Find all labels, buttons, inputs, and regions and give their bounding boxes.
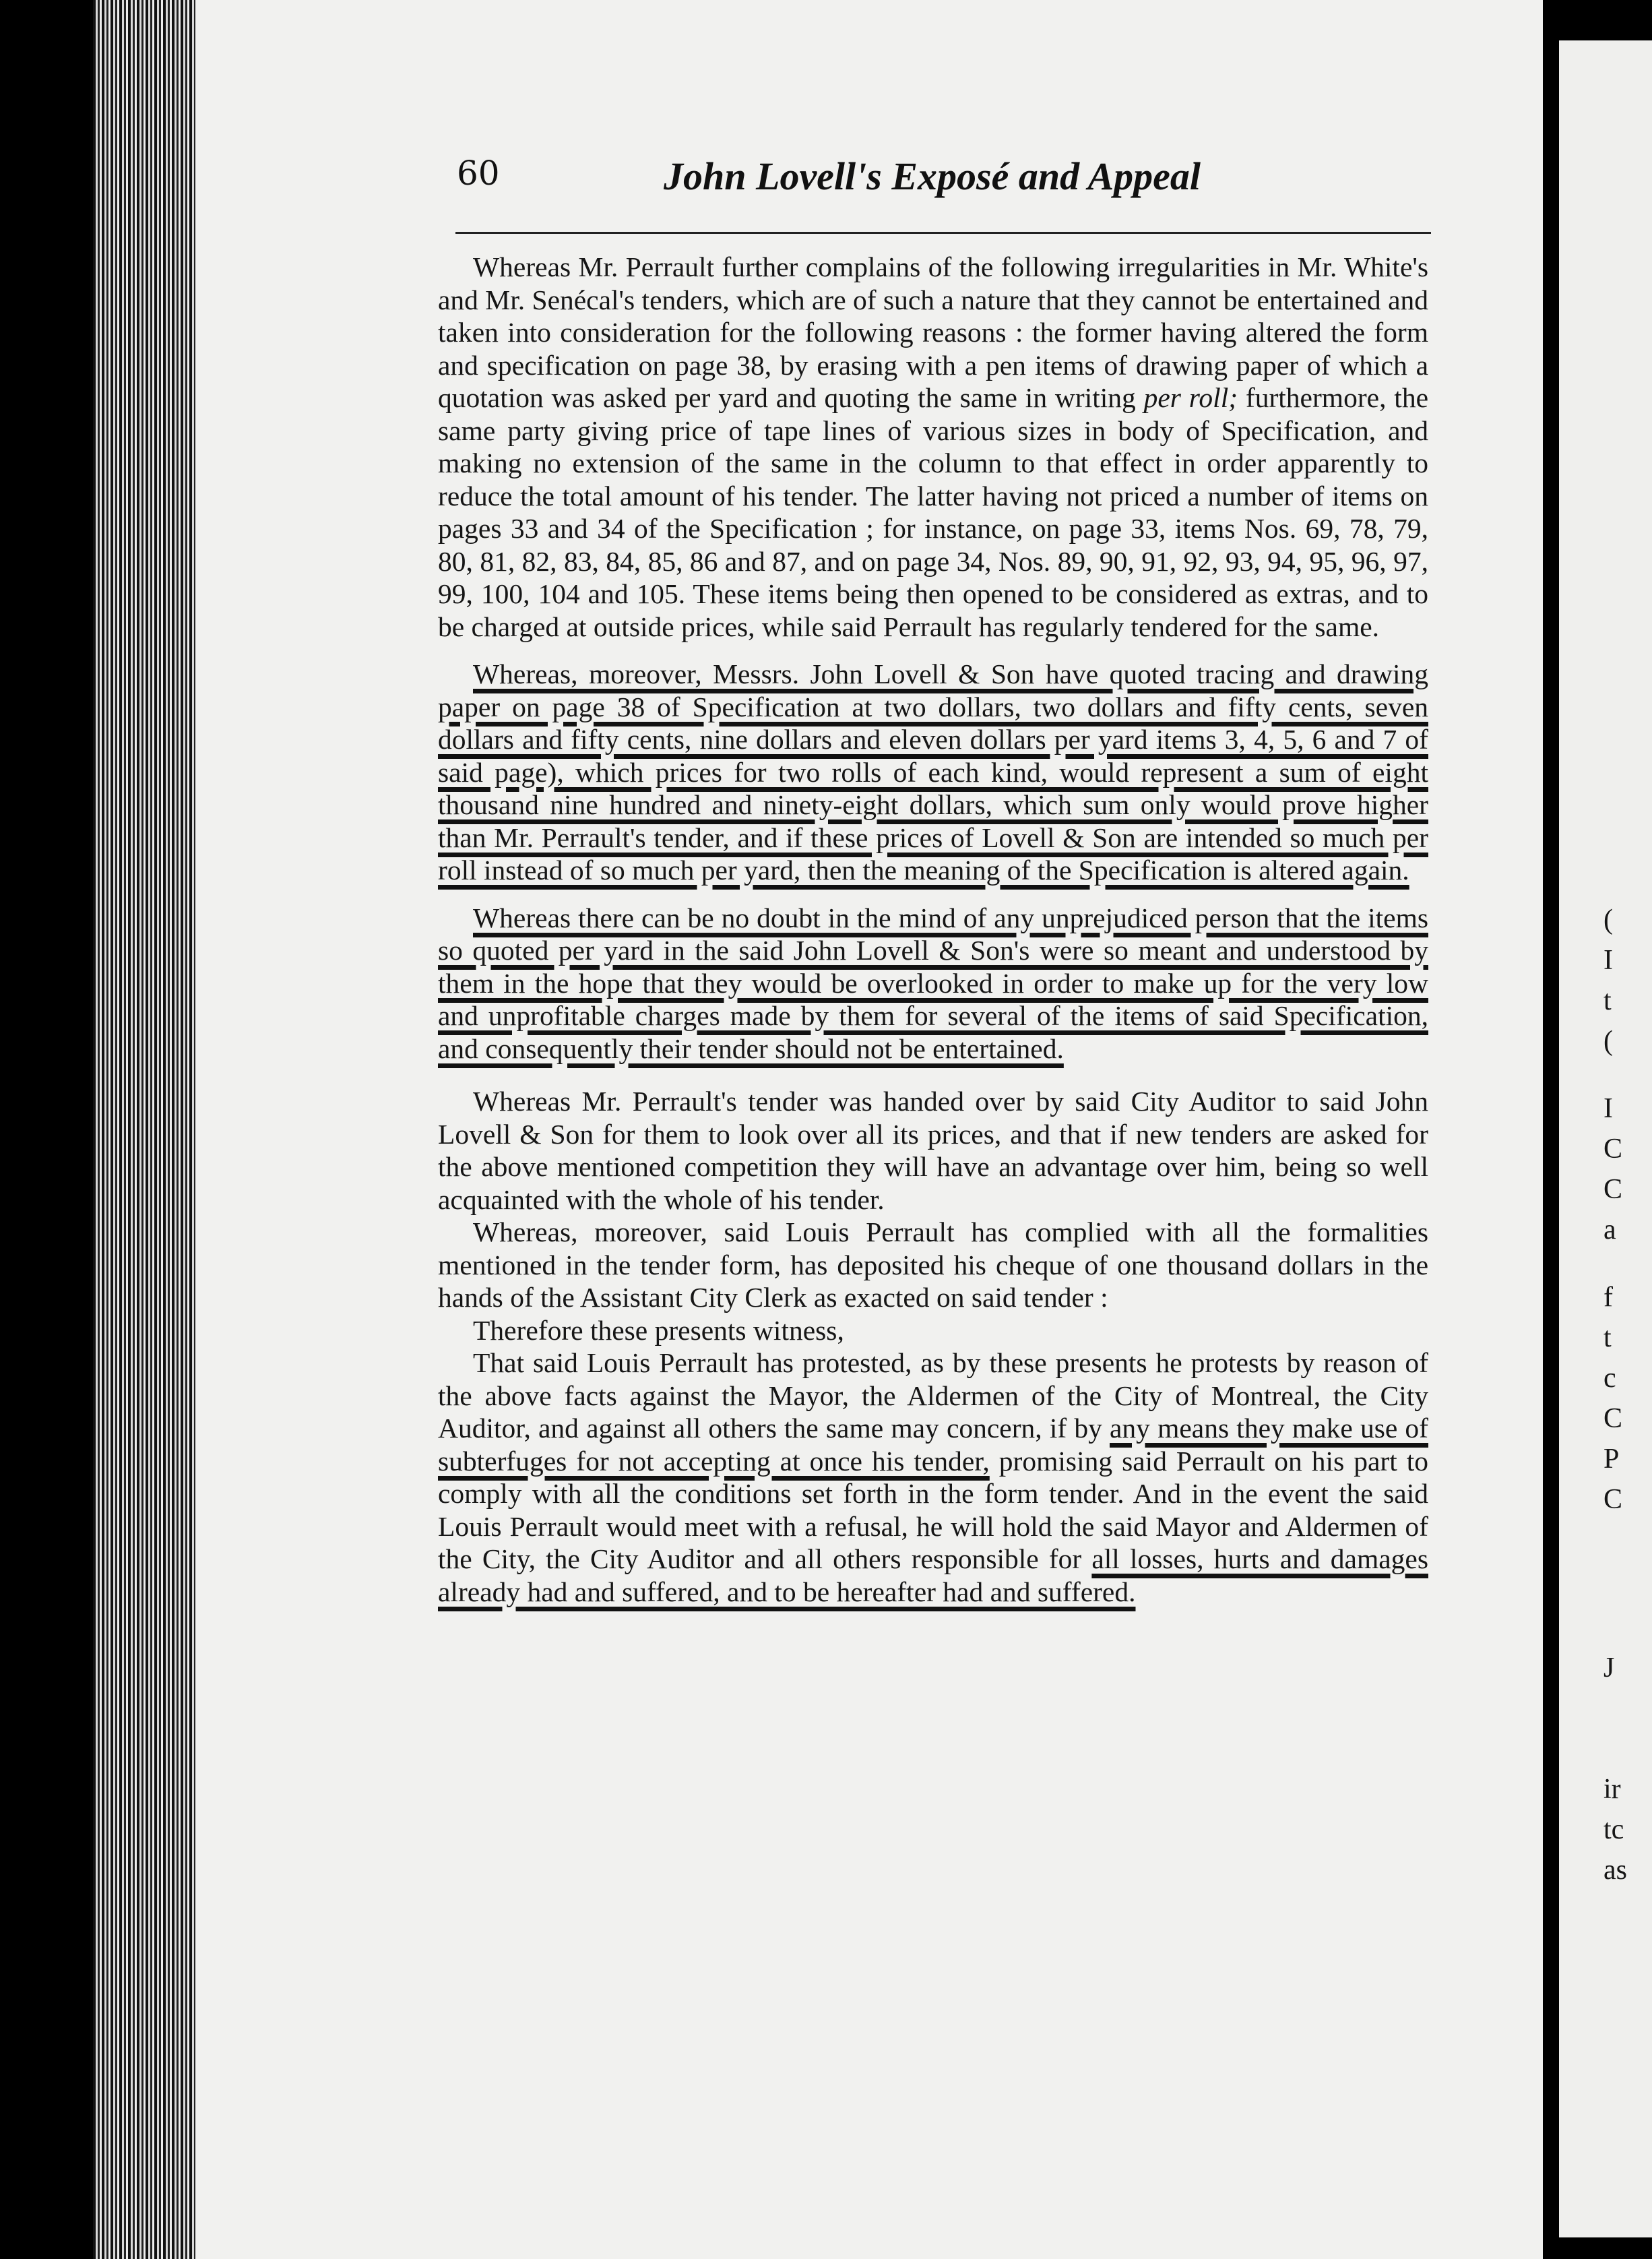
paragraph-7-text-b: promising said Perrault on his part to comply with all the conditions set forth in the form tender. And in the event the said Louis Perrault would meet with a refusal, he will hold the said Mayor and Aldermen of the City, the City Auditor and all others responsible for xyxy=(438,1445,1429,1574)
running-head xyxy=(0,154,1652,214)
paragraph-6: Therefore these presents witness, xyxy=(473,1314,844,1346)
paragraph-3-underlined: Whereas there can be no doubt in the mind of any unprejudiced person that the items so quoted per yard in the said John Lovell & Son's were so meant and understood by them in the hope that they would be overlooked in order to make up for the very low and unprofitable charges made by them for several of the items of said Specification, and consequently their tender should not be entertained. xyxy=(438,902,1428,1064)
paragraph-7-underlined-2: all losses, hurts and damages already had and suffered, and to be hereafter had and suffered. xyxy=(438,1543,1428,1607)
paragraph-1-italic: per roll; xyxy=(1143,382,1238,413)
margin-char: ir xyxy=(1603,1774,1621,1805)
margin-char: I xyxy=(1603,945,1613,976)
margin-char: t xyxy=(1603,985,1612,1016)
page-number: 60 xyxy=(457,154,500,193)
header-rule xyxy=(455,232,1431,234)
book-gutter xyxy=(1543,0,1559,2259)
paragraph-1-text-a: Whereas Mr. Perrault further complains of the following irregularities in Mr. White's and Mr. Senécal's tenders, which are of such a nature that they cannot be entertained and taken into consideration for the following reasons : the former having altered the form and specification on page 38, by erasing with a pen items of drawing paper of which a quotation was asked per yard and quoting the same in writing xyxy=(438,251,1428,413)
margin-char: a xyxy=(1603,1214,1616,1245)
margin-char: I xyxy=(1603,1093,1613,1124)
margin-char: P xyxy=(1603,1444,1620,1475)
margin-char: c xyxy=(1603,1363,1616,1394)
margin-char: tc xyxy=(1603,1814,1624,1845)
paragraph-7-text-a: That said Louis Perrault has protested, as by these presents he protests by reason of the above facts against the Mayor, the Aldermen of the City of Montreal, the City Auditor, and against all others the same may concern, if by xyxy=(438,1347,1428,1444)
paragraph-1 xyxy=(438,251,1428,643)
paragraph-4: Whereas Mr. Perrault's tender was handed over by said City Auditor to said John Lovell & Son for them to look over all its prices, and that if new tenders are asked for the above mentioned competition they will have an advantage over him, being so well acquainted with the whole of his tender. xyxy=(438,1086,1428,1215)
margin-char: C xyxy=(1603,1174,1623,1205)
margin-char: t xyxy=(1603,1322,1612,1353)
margin-char: J xyxy=(1603,1652,1615,1683)
paragraph-7 xyxy=(438,1347,1428,1608)
margin-char: as xyxy=(1603,1855,1627,1886)
margin-char: C xyxy=(1603,1403,1623,1434)
margin-char: ( xyxy=(1603,1026,1613,1057)
margin-char: ( xyxy=(1603,904,1613,935)
margin-char: f xyxy=(1603,1282,1613,1313)
paragraph-5: Whereas, moreover, said Louis Perrault has complied with all the formalities mentioned in the tender form, has deposited his cheque of one thousand dollars in the hands of the Assistant City Clerk as exacted on said tender : xyxy=(438,1216,1428,1313)
paragraph-2-underlined: Whereas, moreover, Messrs. John Lovell & Son have quoted tracing and drawing paper on page 38 of Specification at two dollars, two dollars and fifty cents, seven dollars and fifty cents, nine dollars and eleven dollars per yard items 3, 4, 5, 6 and 7 of said page), which prices for two rolls of each kind, would represent a sum of eight thousand nine hundred and ninety-eight dollars, which sum only would prove higher than Mr. Perrault's tender, and if these prices of Lovell & Son are intended so much per roll instead of so much per yard, then the meaning of the Specification is altered again. xyxy=(438,658,1428,886)
paragraph-1-text-b: furthermore, the same party giving price of tape lines of various sizes in body of Specification, and making no extension of the same in the column to that effect in order apparently to reduce the total amount of his tender. The latter having not priced a number of items on pages 33 and 34 of the Specification ; for instance, on page 33, items Nos. 69, 78, 79, 80, 81, 82, 83, 84, 85, 86 and 87, and on page 34, Nos. 89, 90, 91, 92, 93, 94, 95, 96, 97, 99, 100, 104 and 105. These items being then opened to be considered as extras, and to be charged at outside prices, while said Perrault has regularly tendered for the same. xyxy=(438,382,1428,642)
body-text xyxy=(438,251,1428,1608)
margin-char: C xyxy=(1603,1134,1623,1165)
margin-char: C xyxy=(1603,1484,1623,1515)
page-edge-stack xyxy=(93,0,201,2259)
paragraph-2 xyxy=(438,658,1428,887)
running-title: John Lovell's Exposé and Appeal xyxy=(664,154,1201,198)
paragraph-3 xyxy=(438,902,1428,1065)
paragraph-7-underlined-1: any means they make use of subterfuges for not accepting at once his tender, xyxy=(438,1413,1429,1477)
